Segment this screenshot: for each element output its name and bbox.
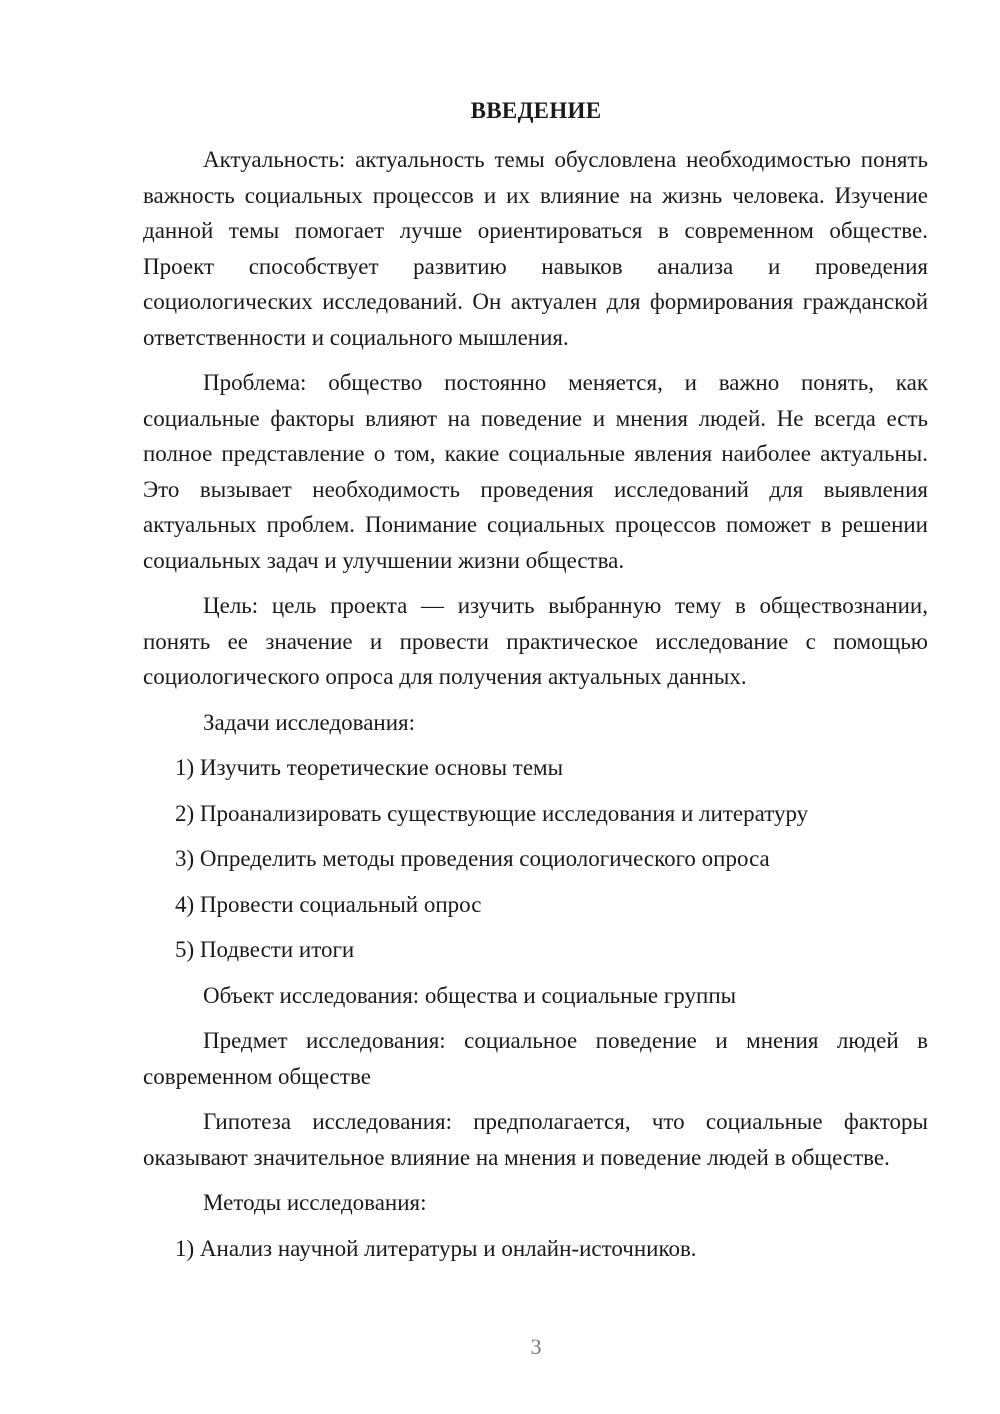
methods-list	[143, 1231, 928, 1267]
subject-paragraph: Предмет исследования: социальное поведение и мнения людей в современном обществе	[143, 1028, 928, 1089]
page-title: ВВЕДЕНИЕ	[470, 98, 602, 123]
list-item: 1) Изучить теоретические основы темы	[175, 755, 564, 780]
hypothesis-paragraph: Гипотеза исследования: предполагается, что социальные факторы оказывают значительное влияние на мнения и поведение людей в обществе.	[143, 1109, 928, 1170]
object-paragraph: Объект исследования: общества и социальные группы	[203, 982, 737, 1008]
list-item: 2) Проанализировать существующие исследования и литературу	[175, 800, 809, 826]
relevance-paragraph: Актуальность: актуальность темы обусловлена необходимостью понять важность социальных процессов и их влияние на жизнь человека. Изучение данной темы помогает лучше ориентироваться в современном обществе. Проект способствует развитию навыков анализа и проведения социологических исследований. Он актуален для формирования гражданской ответственности и социального мышления.	[143, 147, 928, 350]
list-item: 1) Анализ научной литературы и онлайн-источников.	[175, 1235, 697, 1261]
methods-heading: Методы исследования:	[203, 1190, 427, 1215]
problem-paragraph: Проблема: общество постоянно меняется, и важно понять, как социальные факторы влияют на поведение и мнения людей. Не всегда есть полное представление о том, какие социальные явления наиболее актуальны. Это вызывает необходимость проведения исследований для выявления актуальных проблем. Понимание социальных процессов поможет в решении социальных задач и улучшении жизни общества.	[143, 370, 928, 573]
list-item: 4) Провести социальный опрос	[175, 891, 482, 917]
goal-paragraph: Цель: цель проекта — изучить выбранную тему в обществознании, понять ее значение и провести практическое исследование с помощью социологического опроса для получения актуальных данных.	[143, 593, 928, 689]
tasks-list	[143, 750, 928, 968]
tasks-heading: Задачи исследования:	[203, 709, 416, 735]
page-number: 3	[530, 1334, 542, 1359]
list-item: 5) Подвести итоги	[175, 937, 355, 962]
list-item: 3) Определить методы проведения социологического опроса	[175, 846, 770, 871]
document-body	[143, 142, 928, 1276]
